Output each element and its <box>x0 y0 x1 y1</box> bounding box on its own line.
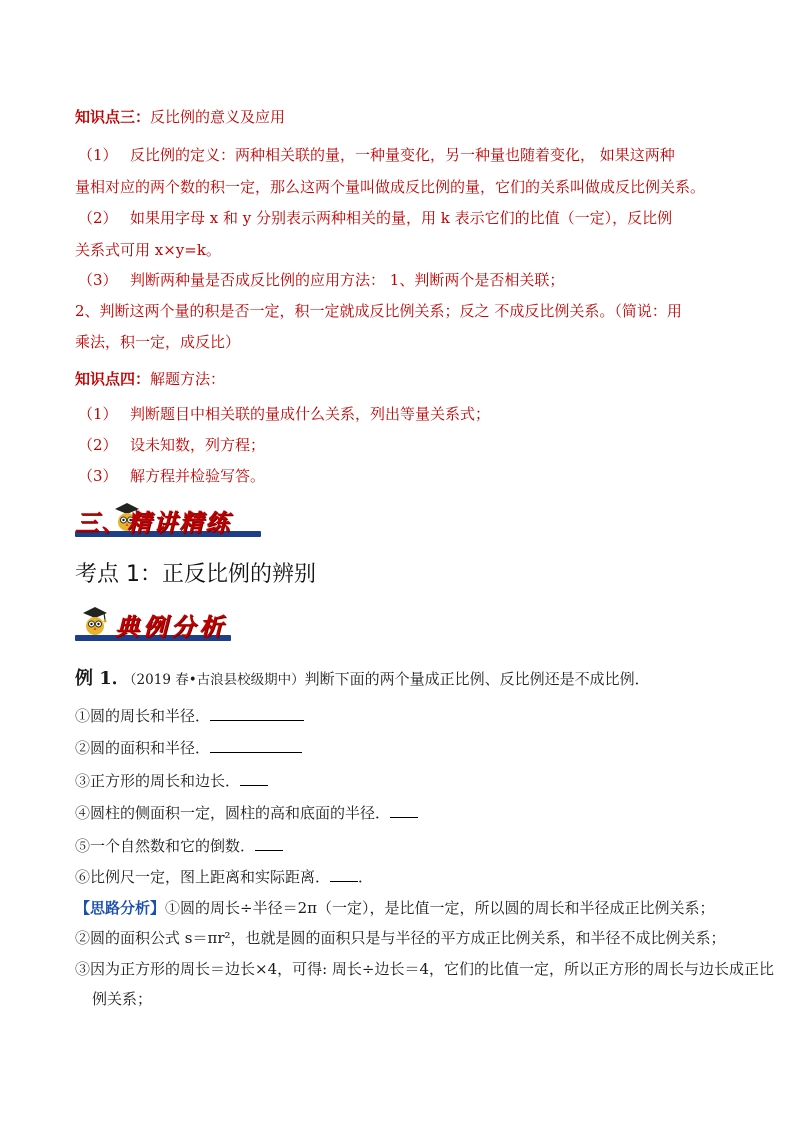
k3-item-3-cont-2: 乘法，积一定，成反比） <box>75 333 241 351</box>
k3-heading <box>75 107 285 127</box>
k3-item-3-text: 判断两种量是否成反比例的应用方法： 1、判断两个是否相关联； <box>130 271 565 289</box>
k4-title: 解题方法： <box>150 370 226 388</box>
k3-item-1 <box>78 145 675 165</box>
banner-title: 三、精讲精练 <box>75 508 231 537</box>
k4-item-1-num: （1） <box>78 405 118 423</box>
k4-item-1 <box>78 404 490 424</box>
k4-item-3-text: 解方程并检验写答。 <box>130 467 266 485</box>
answer-blank[interactable] <box>390 802 418 818</box>
example-item-6-text: ⑥比例尺一定，图上距离和实际距离． <box>75 868 331 886</box>
k4-item-2 <box>78 435 265 455</box>
analysis-line-4: 例关系； <box>92 990 153 1008</box>
k3-title: 反比例的意义及应用 <box>150 108 286 126</box>
example-item-4 <box>75 802 418 824</box>
k4-item-2-text: 设未知数，列方程； <box>130 436 266 454</box>
k3-item-1-text: 反比例的定义：两种相关联的量，一种量变化，另一种量也随着变化， 如果这两种 <box>130 146 675 164</box>
k4-item-1-text: 判断题目中相关联的量成什么关系，列出等量关系式； <box>130 405 491 423</box>
k4-item-3 <box>78 466 265 486</box>
topic-heading: 考点 1：正反比例的辨别 <box>75 562 316 587</box>
section-banner <box>75 503 261 537</box>
example-banner <box>75 607 231 641</box>
k4-heading <box>75 369 225 389</box>
example-item-5-text: ⑤一个自然数和它的倒数． <box>75 837 256 855</box>
graduate-owl-icon <box>79 605 111 637</box>
example-item-2-text: ②圆的面积和半径． <box>75 739 211 757</box>
example-label: 例 1． <box>75 668 130 689</box>
k3-label: 知识点三： <box>75 108 151 126</box>
k3-item-2-num: （2） <box>78 209 118 227</box>
analysis-line-1-text: ①圆的周长÷半径＝2π（一定），是比值一定，所以圆的周长和半径成正比例关系； <box>165 899 715 917</box>
k3-item-2 <box>78 208 672 228</box>
k3-item-3-num: （3） <box>78 271 118 289</box>
k4-item-3-num: （3） <box>78 467 118 485</box>
answer-blank[interactable] <box>330 866 358 882</box>
example-item-3-text: ③正方形的周长和边长． <box>75 772 241 790</box>
example-question <box>75 668 650 691</box>
k3-item-2-cont: 关系式可用 x×y=k。 <box>75 241 221 259</box>
analysis-line-1 <box>75 897 715 919</box>
example-item-6: ⑥比例尺一定，图上距离和实际距离． ． <box>75 868 374 886</box>
analysis-line-3: ③因为正方形的周长＝边长×4，可得: 周长÷边长＝4，它们的比值一定，所以正方形的周长与边长成正比 <box>75 960 775 978</box>
k3-item-2-text: 如果用字母 x 和 y 分别表示两种相关的量，用 k 表示它们的比值（一定），反比例 <box>130 209 673 227</box>
example-item-3 <box>75 770 268 792</box>
example-item-1-text: ①圆的周长和半径． <box>75 707 211 725</box>
k4-item-2-num: （2） <box>78 436 118 454</box>
answer-blank[interactable] <box>210 737 302 753</box>
example-item-1 <box>75 705 304 727</box>
answer-blank[interactable] <box>240 770 268 786</box>
example-item-5 <box>75 835 283 857</box>
example-source: （2019 春•古浪县校级期中） <box>129 672 305 688</box>
k3-item-1-cont: 量相对应的两个数的积一定，那么这两个量叫做成反比例的量，它们的关系叫做成反比例关系。 <box>75 178 706 196</box>
answer-blank[interactable] <box>210 705 304 721</box>
k4-label: 知识点四： <box>75 370 151 388</box>
example-item-2 <box>75 737 302 759</box>
answer-blank[interactable] <box>255 835 283 851</box>
k3-item-3 <box>78 270 564 290</box>
example-banner-title: 典例分析 <box>115 612 227 641</box>
k3-item-3-cont-1: 2、判断这两个量的积是否一定，积一定就成反比例关系；反之 不成反比例关系。（简说：用 <box>75 302 682 320</box>
example-question-text: 判断下面的两个量成正比例、反比例还是不成比例． <box>304 670 650 688</box>
analysis-line-2: ②圆的面积公式 s＝πr²，也就是圆的面积只是与半径的平方成正比例关系，和半径不成比例关系； <box>75 929 726 947</box>
k3-item-1-num: （1） <box>78 146 118 164</box>
example-item-4-text: ④圆柱的侧面积一定，圆柱的高和底面的半径． <box>75 804 391 822</box>
analysis-label: 【思路分析】 <box>75 899 166 917</box>
